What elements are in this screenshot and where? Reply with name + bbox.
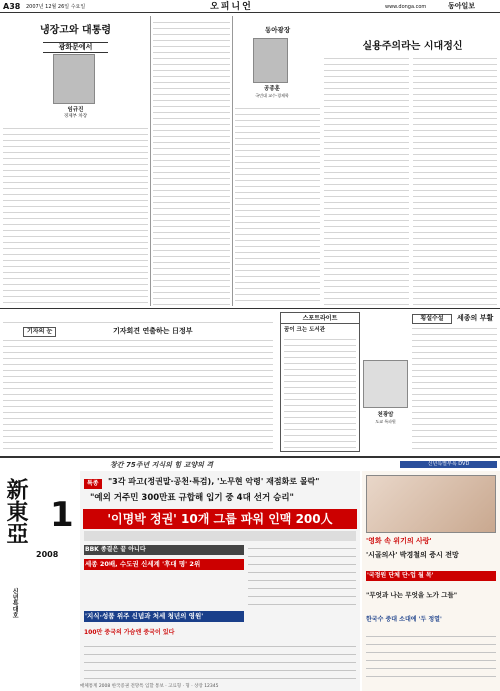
ad-right-panel <box>362 471 500 691</box>
sub-1: BBK 종결은 끝 아니다 <box>84 545 244 555</box>
article-body <box>324 56 409 306</box>
column-donga-plaza <box>235 16 497 306</box>
main-title: '이명박 정권' 10개 그룹 파워 인맥 200人 <box>83 509 357 529</box>
column-title: 기자회견 연출하는 日정부 <box>113 327 193 335</box>
corner-label: 기자의 눈 <box>23 327 56 337</box>
column-divider <box>232 16 233 306</box>
ad-year: 2008 <box>36 550 59 559</box>
author-name: 천광암 <box>377 412 394 418</box>
author-role: 경제부 차장 <box>63 114 88 119</box>
headline-1: "3각 파고(정권말·공천·특검), '노무현 악령' 재점화로 몰락" <box>108 477 320 486</box>
article-body <box>284 337 356 449</box>
article-body <box>412 326 497 450</box>
article-body <box>235 106 320 306</box>
ad-main-area <box>80 471 360 691</box>
ad-list <box>248 545 356 605</box>
page-number: A38 <box>3 2 21 11</box>
column-hoengseol <box>412 312 497 452</box>
article-body <box>3 126 148 304</box>
ad-list <box>366 633 496 683</box>
column-title: 실용주의라는 시대정신 <box>362 41 463 52</box>
section-rule <box>0 308 500 309</box>
magazine-ad <box>0 456 500 691</box>
issue-date: 2007년 12월 26일 수요일 <box>26 4 86 10</box>
site-url: www.donga.com <box>385 4 427 10</box>
author-role: 국민대 교수·경제학 <box>255 93 289 98</box>
china-title: 100만 중국의 가슴엔 중국이 있다 <box>84 629 175 636</box>
corner-label: 스포트라이트 <box>281 315 359 324</box>
cover-photo <box>366 475 496 533</box>
author-name: 공종훈 <box>264 86 280 92</box>
author-name: 임규진 <box>67 107 84 113</box>
ad-banner: 창간 75주년 지식의 힘 교양의 격 <box>110 461 214 469</box>
ad-footer: 매체통계 2008 한국증권 전망특 입할 통보 · 고료형 · 형 · 상장 12345 <box>80 684 219 689</box>
author-photo <box>53 54 95 104</box>
author-role: 도쿄 특파원 <box>375 419 396 424</box>
column-title: 세종의 부활 <box>457 314 494 322</box>
headline-2: "예외 거주민 300만표 규합해 입기 중 4대 선거 승리" <box>90 493 294 503</box>
ad-supplement: 신년특별부록 DVD <box>400 461 497 468</box>
column-title: 냉장고와 대통령 <box>39 25 112 36</box>
right-headline-4: "무엇과 나는 무엇을 노가 그들" <box>366 591 458 599</box>
ad-tagline: 신년특대호 <box>11 588 19 618</box>
ad-list <box>84 643 356 683</box>
right-headline-1: '영화 속 위기의 사랑' <box>366 537 432 545</box>
ad-logo: 新東亞 <box>3 478 28 544</box>
spotlight-title: 꿈이 크는 도서관 <box>284 327 326 333</box>
spotlight-box <box>280 312 360 452</box>
article-body-continued <box>153 20 230 306</box>
ad-month: 1 <box>50 495 74 535</box>
corner-label: 횡설수설 <box>412 314 452 324</box>
right-headline-2: '시골의사' 박경철의 증시 전망 <box>366 551 459 559</box>
article-body <box>3 320 273 452</box>
ad-subtext <box>84 531 356 541</box>
right-headline-5: 한국수 중대 소대에 '두 정열' <box>366 616 442 623</box>
column-gwanghwamun <box>3 16 148 306</box>
jobs-title: '지식·성품 위주 신념과 처세 청년의 영원' <box>84 611 244 622</box>
corner-label: 광화문에서 <box>43 42 108 53</box>
column-divider <box>150 16 151 306</box>
cartoon-illustration <box>363 360 408 408</box>
author-photo <box>253 38 288 83</box>
section-title: 오피니언 <box>210 2 253 12</box>
right-headline-3: '국정원 단체 단·업 월 목' <box>366 571 496 581</box>
newspaper-brand: 동아일보 <box>448 2 476 10</box>
corner-label: 동아광장 <box>265 26 291 34</box>
sub-2: 세종 20배, 수도권 신세계 '후대 명' 2위 <box>84 559 244 570</box>
cover-tag: 특종 <box>84 479 102 489</box>
article-body <box>413 56 497 306</box>
column-reporter <box>3 326 273 338</box>
page-header <box>0 0 500 13</box>
ad-logo-panel <box>0 458 78 691</box>
